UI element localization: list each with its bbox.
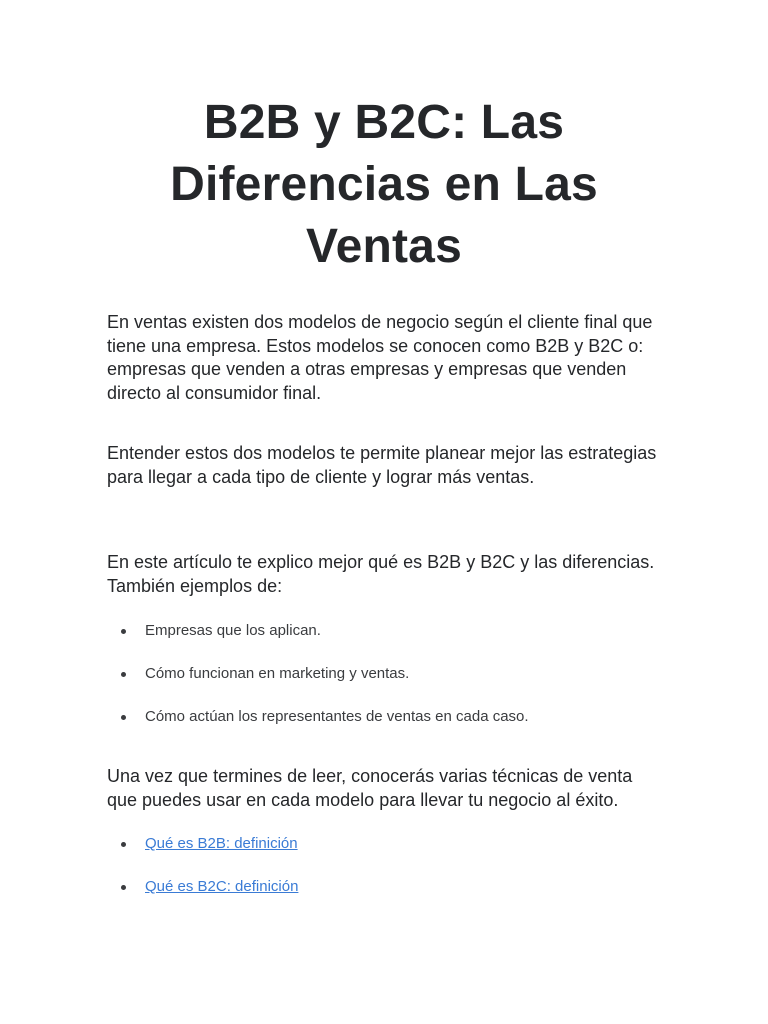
toc-item	[107, 877, 667, 897]
toc-link-b2c-definition[interactable]: Qué es B2C: definición	[145, 878, 299, 895]
overview-paragraph: En este artículo te explico mejor qué es B2B y B2C y las diferencias. También ejemplos de:	[107, 552, 655, 596]
intro-paragraph: En ventas existen dos modelos de negocio según el cliente final que tiene una empresa. Estos modelos se conocen como B2B y B2C o: empresas que venden a otras empresas y empresas que venden directo al consumidor final.	[107, 312, 653, 403]
bullet-icon	[121, 842, 126, 847]
list-item	[107, 621, 667, 641]
list-item-text: Cómo funcionan en marketing y ventas.	[145, 665, 410, 682]
benefit-paragraph: Entender estos dos modelos te permite planear mejor las estrategias para llegar a cada tipo de cliente y lograr más ventas.	[107, 443, 657, 487]
bullet-icon	[121, 715, 126, 720]
list-item-text: Empresas que los aplican.	[145, 622, 321, 639]
bullet-icon	[121, 629, 126, 634]
list-item	[107, 664, 667, 684]
bullet-icon	[121, 672, 126, 677]
list-item-text: Cómo actúan los representantes de ventas en cada caso.	[145, 708, 529, 725]
toc-item	[107, 834, 667, 854]
toc-link-b2b-definition[interactable]: Qué es B2B: definición	[145, 835, 298, 852]
article-title: B2B y B2C: Las Diferencias en Las Ventas	[170, 96, 598, 273]
closing-paragraph: Una vez que termines de leer, conocerás varias técnicas de venta que puedes usar en cada modelo para llevar tu negocio al éxito.	[107, 766, 633, 810]
bullet-icon	[121, 885, 126, 890]
list-item	[107, 707, 667, 727]
examples-list	[107, 621, 667, 750]
table-of-contents	[107, 834, 667, 920]
